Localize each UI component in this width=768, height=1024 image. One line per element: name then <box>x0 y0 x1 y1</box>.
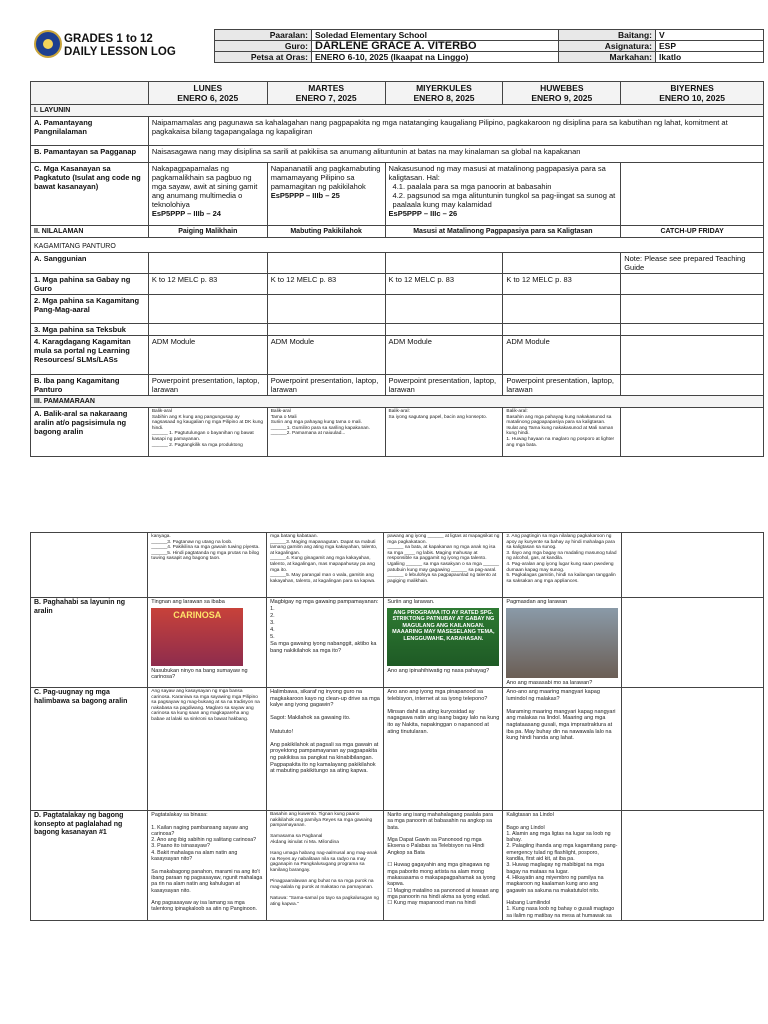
paghahabi-question: Ano ang ipinahihiwatig ng nasa pahayag? <box>387 667 490 674</box>
empty-cell <box>503 253 621 274</box>
carinosa-image <box>151 608 243 666</box>
empty-cell <box>148 295 267 324</box>
row-nilalaman <box>31 226 764 238</box>
row-label: A. Balik-aral sa nakaraang aralin at/o pagsisimula ng bagong aralin <box>31 408 149 457</box>
empty-cell <box>622 811 764 921</box>
row-label: C. Pag-uugnay ng mga halimbawa sa bagong aralin <box>31 688 148 811</box>
day-name: LUNES <box>193 83 223 93</box>
kasanayan-biyernes <box>621 163 764 226</box>
row-label: A. Sanggunian <box>31 253 149 274</box>
gabay-huwebes: K to 12 MELC p. 83 <box>503 274 621 295</box>
pag-uugnay-lunes: Ang sayaw ang kasaysayan ng mga bansa carinosa. Karaniwa sa mga sayawing mga Pilipino sa pagsayaw ng mag-bukang at sa na tradisyon na nakabasa sa pagdiwang. Maglaro sa sayaw ang carinosa sa kung saan ang magkapareha ang babae at lalaki sa sinkroni sa bawat hakbang. <box>148 688 267 811</box>
lesson-log-table <box>30 81 764 457</box>
markahan-value: Ikatlo <box>656 52 764 63</box>
kasanayan-item: 4.1. paalala para sa mga panoorin at babasahin <box>392 182 552 191</box>
section-layunin <box>31 105 764 117</box>
empty-cell <box>621 336 764 375</box>
pag-uugnay-huwebes: Ano-ano ang maaring mangyari kapag lumindol ng malakas? Maraming maaring mangyari kapag nangyari ang malakas na lindol. Maaring ang mga nagtataasang gusali, mga imprastraktura at iba pa. May buhay din na nawawala lalo na kung hindi handa ang lahat. <box>503 688 622 811</box>
pagtatalakay-miyerkules: Narito ang isang mahahalagang paalala para sa mga panoorin at babasahin na angkop sa bata. Mga Dapat Gawin sa Panonood ng mga Eksena o Palabas sa Telebisyon na Hindi Angkop sa Bata ☐ Huwag gagayahin ang mga ginagawa ng mga paborito mong artista na alam mong makasasama o makapapagpahamak sa iyong kapwa. ☐ Maging matalino sa panonood at iwasan ang mga panoorin na hindi akma sa iyong edad. ☐ Kung may mapanood man na hindi <box>384 811 503 921</box>
baitang-label: Baitang: <box>559 30 656 41</box>
day-date: ENERO 6, 2025 <box>177 93 239 103</box>
paghahabi-text: Suriin ang larawan. <box>387 599 435 605</box>
pagtatalakay-lunes: Pagtatalakay sa binasa: 1. Kailan naging pambansang sayaw ang carinosa? 2. Ano ang ibig sabihin ng salitang carinosa? 3. Paano ito isinasayaw? 4. Bakit mahalaga na alam natin ang kasaysayan nito? Sa makabagong panahon, marami na ang ito't ibang paraan ng pagsasayaw, ngunit mahalaga pa rin na alam natin ang kahulugan at kasaysayan nito. Ang pagsasayaw ay isa lamang sa mga talentong ipinagkaloob sa atin ng Panginoon. <box>148 811 267 921</box>
row-kagamitan-mag-aaral <box>31 295 764 324</box>
row-label: C. Mga Kasanayan sa Pagkatuto (Isulat ang code ng bawat kasanayan) <box>31 163 149 226</box>
guro-label: Guro: <box>215 41 312 52</box>
deped-seal <box>34 30 62 58</box>
day-name: BIYERNES <box>670 83 714 93</box>
section-label: II. NILALAMAN <box>31 226 149 238</box>
row-label: D. Pagtatalakay ng bagong konsepto at paglalahad ng bagong kasanayan #1 <box>31 811 148 921</box>
title-line-2: DAILY LESSON LOG <box>64 46 176 58</box>
petsa-value: ENERO 6-10, 2025 (Ikaapat na Linggo) <box>312 52 559 63</box>
nilalaman-miyerkules: Masusi at Matalinong Pagpapasiya para sa Kaligtasan <box>385 226 621 238</box>
paghahabi-text: Tingnan ang larawan sa ibaba <box>151 599 225 605</box>
empty-cell <box>267 324 385 336</box>
paghahabi-text: Pagmasdan ang larawan <box>506 599 568 605</box>
empty-cell <box>148 253 267 274</box>
row-pagtatalakay <box>31 811 764 921</box>
kasanayan-code: EsP5PPP – IIIb – 24 <box>151 209 221 218</box>
kasanayan-item: 4.2. pagsunod sa mga alituntunin tungkol sa pag-iingat sa sunog at paalaala kung may kalamidad <box>392 191 616 209</box>
iba-pang-miyerkules: Powerpoint presentation, laptop, larawan <box>385 375 503 396</box>
row-label: 3. Mga pahina sa Teksbuk <box>31 324 149 336</box>
row-pamantayang-pangnilalaman <box>31 117 764 146</box>
row-paghahabi <box>31 598 764 688</box>
iba-pang-huwebes: Powerpoint presentation, laptop, larawan <box>503 375 621 396</box>
balik-aral-lunes: Balik-aral Sabihin ang K kung ang pangungusap ay nagsasaad ng kaugalian ng mga Pilipino at DK kung hindi. ______ 1. Pagtutulungan o bayanihan ng bawat kasapi ng pamayanan. ______ 2. Pagtangkilik sa mga produktong <box>148 408 267 457</box>
paghahabi-miyerkules <box>384 598 503 688</box>
paaralan-label: Paaralan: <box>215 30 312 41</box>
row-karagdagang <box>31 336 764 375</box>
row-gabay <box>31 274 764 295</box>
row-pamantayan-pagganap <box>31 146 764 163</box>
section-label: III. PAMAMARAAN <box>31 396 764 408</box>
kasanayan-code: EsP5PPP – IIIc – 26 <box>388 209 458 218</box>
kasanayan-code: EsP5PPP – IIIb – 25 <box>270 191 340 200</box>
pag-uugnay-martes: Halimbawa, sikaraf ng inyong guro na magkakaroon kayo ng clean-up drive sa mga kalye ang iyong gagawin? Sagot: Makilahok sa gawaing ito. Matututo! Ang pakikilahok at pagsali sa mga gawain at proyektong pampamayanan ay pagpapakita ng pakikiisa sa pangkat na kinabibilangan. Pagpapakita ito ng kamalayang pakikilahok at mabuting pakikitungo sa ating kapwa. <box>267 688 384 811</box>
lesson-log-page-2 <box>30 532 764 921</box>
gabay-miyerkules: K to 12 MELC p. 83 <box>385 274 503 295</box>
earthquake-image <box>506 608 618 678</box>
kasanayan-text: Napananatili ang pagkamabuting mamamayang Pilipino sa pamamagitan ng pakikilahok <box>270 164 381 191</box>
paghahabi-question: Ano ang masasabi mo sa larawan? <box>506 679 593 686</box>
paaralan-value: Soledad Elementary School <box>312 30 559 41</box>
nilalaman-biyernes: CATCH-UP FRIDAY <box>621 226 764 238</box>
cont-lunes: kanyaga. ______3. Pagtanaw ng utang na loob. ______4. Pakikilina sa mga gawain tuwing piyesta. ______5. Hindi pagtatanda ng mga prutas na bilog tuwing sasapit ang bagong taon. <box>148 533 267 598</box>
row-balik-aral <box>31 408 764 457</box>
pagtatalakay-huwebes: Kaligtasan sa Lindol Bago ang Lindol 1. Alamin ang mga ligtas na lugar sa loob ng bahay. 2. Palagiing ihanda ang mga kagamitang pang-emergency tulad ng flashlight, posporo, kandila, first aid kit, at iba pa. 3. Huwag maglagay ng mabibigat na mga bagay na mataas na lugar. 4. Hikayatin ang miyembro ng pamilya na magkaroon ng kaalaman kung ano ang gagawin sa sakuna na makatutulot nito. Habang Lumilindol 1. Kung nasa loob ng bahay o gusali magtago sa ilalim ng matibay na mesa at humawak sa <box>503 811 622 921</box>
day-date: ENERO 9, 2025 <box>531 93 593 103</box>
row-label: B. Iba pang Kagamitang Panturo <box>31 375 149 396</box>
row-label: 1. Mga pahina sa Gabay ng Guro <box>31 274 149 295</box>
pagtatalakay-martes: Basahin ang kuwento. Tignan kung paano nakikilahok ang pamilya Reyes sa mga gawaing pampamayanan. Samasama sa Pagbanal Akdang isinulat ni Ma. Milondina Isang umaga habang nag-aalmusal ang mag-anak na Reyes ay nabalitaan nila sa radyo na may gaganapin na Pangkalusugang programa sa kanilang barangay. Pinagpaaralawan ang buhat na sa mga purok na mag-aalala ng purok at makatao na pamayanan. Natuwa: "Sama-samal po tayo sa pagkalusugan ng ating kapwa." <box>267 811 384 921</box>
section-pamamaraan <box>31 396 764 408</box>
kasanayan-martes <box>267 163 385 226</box>
row-label: B. Pamantayan sa Pagganap <box>31 146 149 163</box>
row-balik-aral-cont <box>31 533 764 598</box>
day-date: ENERO 8, 2025 <box>413 93 475 103</box>
row-value: Naisasagawa nang may disiplina sa sarili at pakikiisa sa anumang alituntunin at batas na may kinalaman sa global na kapakanan <box>148 146 763 163</box>
iba-pang-lunes: Powerpoint presentation, laptop, larawan <box>148 375 267 396</box>
empty-cell <box>148 324 267 336</box>
empty-cell <box>267 295 385 324</box>
empty-cell <box>622 598 764 688</box>
empty-cell <box>385 253 503 274</box>
balik-aral-miyerkules: Balik-aral: Sa iyong sagutang papel, bacin ang konsepto. <box>385 408 503 457</box>
empty-cell <box>31 533 148 598</box>
spg-sign-image: ANG PROGRAMA ITO AY RATED SPG. STRIKTONG PATNUBAY AT GABAY NG MAGULANG ANG KAILANGAN. MAAARING MAY MASESELANG TEMA, LENGGUWAHE, KARAHASAN. <box>387 608 499 666</box>
sanggunian-note: Note: Please see prepared Teaching Guide <box>621 253 764 274</box>
row-label: 2. Mga pahina sa Kagamitang Pang-Mag-aaral <box>31 295 149 324</box>
image-caption: CARINOSA <box>173 609 222 620</box>
row-sanggunian <box>31 253 764 274</box>
nilalaman-lunes: Paiging Malikhain <box>148 226 267 238</box>
empty-cell <box>621 295 764 324</box>
paghahabi-lunes <box>148 598 267 688</box>
paghahabi-huwebes <box>503 598 622 688</box>
kasanayan-lunes <box>148 163 267 226</box>
row-kasanayan <box>31 163 764 226</box>
iba-pang-martes: Powerpoint presentation, laptop, larawan <box>267 375 385 396</box>
row-teksbuk <box>31 324 764 336</box>
dll-title <box>64 33 176 59</box>
empty-cell <box>503 324 621 336</box>
day-miyerkules <box>385 82 503 105</box>
title-line-1: GRADES 1 to 12 <box>64 33 153 45</box>
karagdagang-martes: ADM Module <box>267 336 385 375</box>
gabay-lunes: K to 12 MELC p. 83 <box>148 274 267 295</box>
asignatura-label: Asignatura: <box>559 41 656 52</box>
nilalaman-martes: Mabuting Pakikilahok <box>267 226 385 238</box>
day-huwebes <box>503 82 621 105</box>
row-label: 4. Karagdagang Kagamitan mula sa portal ng Learning Resources/ SLMs/LASs <box>31 336 149 375</box>
paghahabi-martes: Magbigay ng mga gawaing pampamayanan: 1. 2. 3. 4. 5. Sa mga gawaing iyong nabanggit, aktibo ka bang nakikilahok sa mga ito? <box>267 598 384 688</box>
cont-huwebes: 2. Ang pagtingin sa mga nilalang pagkakaroon ng apoy ay kuryente sa bahay ay hindi mahalaga para sa kaligtasan sa sunog. 3. Ilayo ang mga bagay na madaling masunog tulad ng alcohol, gas, at kandila. 4. Pag-aralan ang iyong lugar kung saan pwedeng dumaan kapag may sunog. 5. Pagkalagas gamitin, hindi na kailangan tanggalin sa saksakan ang mga appliances. <box>503 533 622 598</box>
empty-cell <box>622 533 764 598</box>
baitang-value: V <box>656 30 764 41</box>
row-label: A. Pamantayang Pangnilalaman <box>31 117 149 146</box>
pag-uugnay-miyerkules: Ano ano ang iyong mga pinapanood sa telebisyon, internet at sa iyong telepono? Minsan dahil sa ating kuryosidad ay nagagawa natin ang isang bagay lalo na kung ito ay Nakita, napakinggan o napanood at ating tinutularan. <box>384 688 503 811</box>
karagdagang-huwebes: ADM Module <box>503 336 621 375</box>
petsa-label: Petsa at Oras: <box>215 52 312 63</box>
row-pag-uugnay <box>31 688 764 811</box>
day-name: HUWEBES <box>540 83 584 93</box>
empty-cell <box>621 408 764 457</box>
row-label: B. Paghahabi sa layunin ng aralin <box>31 598 148 688</box>
kasanayan-text: Nakapagpapamalas ng pagkamalikhain sa pagbuo ng mga sayaw, awit at sining gamit ang anumang multimedia o teknolohiya <box>151 164 258 209</box>
row-kagamitan <box>31 238 764 253</box>
empty-cell <box>622 688 764 811</box>
days-header-row <box>31 82 764 105</box>
empty-cell <box>385 324 503 336</box>
row-value: Naipamamalas ang pagunawa sa kahalagahan nang pagpapakita ng mga natatanging kaugaliang Pilipino, pagkakaroon ng disiplina para sa kabutihan ng lahat, komitment at pagkakaisa bilang tagapangalaga ng kapaligiran <box>148 117 763 146</box>
empty-cell <box>385 295 503 324</box>
day-date: ENERO 10, 2025 <box>659 93 725 103</box>
day-lunes <box>148 82 267 105</box>
day-name: MIYERKULES <box>416 83 472 93</box>
section-label: I. LAYUNIN <box>31 105 764 117</box>
empty-cell <box>621 274 764 295</box>
empty-cell <box>503 295 621 324</box>
row-iba-pang <box>31 375 764 396</box>
gabay-martes: K to 12 MELC p. 83 <box>267 274 385 295</box>
blank-corner <box>31 82 149 105</box>
kasanayan-miyerkules-huwebes <box>385 163 621 226</box>
day-name: MARTES <box>308 83 345 93</box>
asignatura-value: ESP <box>656 41 764 52</box>
empty-cell <box>621 375 764 396</box>
cont-miyerkules: pawang ang iyong ______ at ligtas at mapagsikat ng mga pagkakataon. ______ na bata, at kapakanan ng mga anak ng isa sa mga ____ ng labis. Maging mahusay at responsible sa paggamit ng iyong mga talento. Ugaliing ______ sa mga sasakyan o sa mga ______ patubuin kung may gagawing ______ sa pag-aaral. ______ o lebulohiya sa pagpapaunlad ng talento at pagiging malikhain. <box>384 533 503 598</box>
empty-cell <box>621 324 764 336</box>
day-martes <box>267 82 385 105</box>
markahan-label: Markahan: <box>559 52 656 63</box>
day-date: ENERO 7, 2025 <box>295 93 357 103</box>
empty-cell <box>267 253 385 274</box>
guro-value: DARLENE GRACE A. VITERBO <box>312 41 559 52</box>
karagdagang-miyerkules: ADM Module <box>385 336 503 375</box>
karagdagang-lunes: ADM Module <box>148 336 267 375</box>
section-label: KAGAMITANG PANTURO <box>31 238 764 253</box>
header-info-table <box>214 29 764 63</box>
day-biyernes <box>621 82 764 105</box>
balik-aral-martes: Balik-aral Tama o Mali Suriin ang mga pahayag kung tama o mali. ______1. Gumiliro para sa sariling kapakanan. ______2. Pamamana at naiuulad... <box>267 408 385 457</box>
balik-aral-huwebes: Balik-aral: Basahin ang mga pahayag kung nakakasunod sa matalinong pagpapapasiya para sa kaligtasan. Isulat ang Tama kung nakakasunod at Mali naman kung hindi. 1. Huwag hayaan na maglaro ng posporo at lighter ang mga bata. <box>503 408 621 457</box>
paghahabi-question: Nasubukan ninyo na bang sumayaw ng carinosa? <box>151 667 248 680</box>
cont-martes: mga batang kabataan. ______3. Maging mapanagutan. Dapat sa mabuti lamang gamitin ang ating mga kakayahan, talento, at kagalingan. ______4. Kung ginagamit ang mga kakayahan, talento, at kagalingan, mas mapapahusay pa ang mga ito. ______5. May parangal man o wala, gamitin ang kakayahan, talento, at kagalingan para sa kapwa. <box>267 533 384 598</box>
kasanayan-text: Nakasusunod ng may masusi at matalinong pagpapasiya para sa kaligtasan. Hal: <box>388 164 606 182</box>
